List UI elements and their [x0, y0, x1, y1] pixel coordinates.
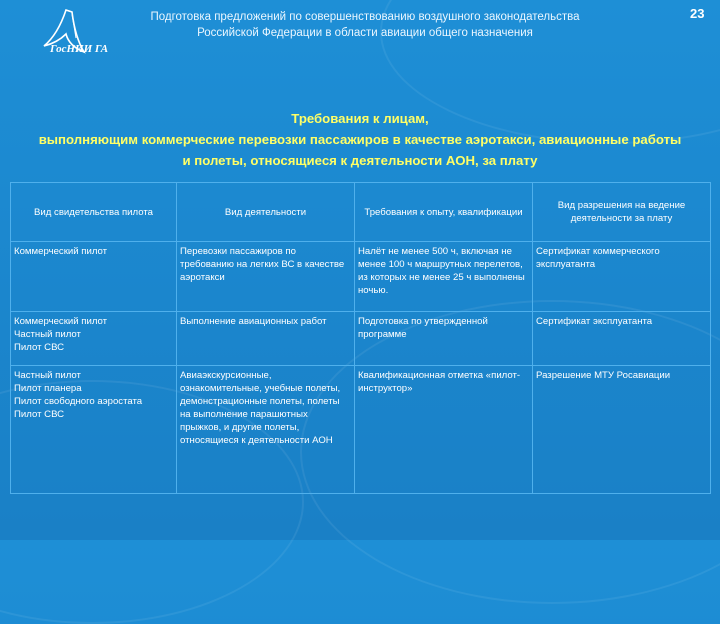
license-type: Пилот свободного аэростата [14, 396, 143, 407]
requirements-table [10, 182, 711, 494]
permit-cell: Сертификат коммерческого эксплуатанта [533, 242, 711, 312]
header-title-line: Российской Федерации в области авиации общего назначения [197, 27, 533, 39]
column-header-license: Вид свидетельства пилота [11, 183, 177, 242]
activity-cell: Выполнение авиационных работ [177, 312, 355, 366]
activity-cell: Перевозки пассажиров по требованию на легких ВС в качестве аэротакси [177, 242, 355, 312]
requirements-cell: Налёт не менее 500 ч, включая не менее 100 ч маршрутных перелетов, из которых не менее 25 ч выполнены ночью. [355, 242, 533, 312]
header-title-line: Подготовка предложений по совершенствованию воздушного законодательства [150, 11, 580, 23]
license-cell [11, 242, 177, 312]
requirements-cell: Квалификационная отметка «пилот-инструктор» [355, 366, 533, 494]
license-type: Частный пилот [14, 370, 81, 381]
presentation-header [130, 9, 600, 41]
license-type: Коммерческий пилот [14, 316, 108, 327]
page-number: 23 [690, 6, 705, 21]
column-header-requirements: Требования к опыту, квалификации [355, 183, 533, 242]
column-header-activity: Вид деятельности [177, 183, 355, 242]
requirements-cell: Подготовка по утвержденной программе [355, 312, 533, 366]
column-header-permit: Вид разрешения на ведение деятельности за плату [533, 183, 711, 242]
license-cell [11, 312, 177, 366]
logo-text: ГосНИИ ГА [50, 43, 109, 55]
slide-title [0, 108, 720, 171]
permit-cell: Разрешение МТУ Росавиации [533, 366, 711, 494]
slide-title-line: Требования к лицам, [291, 111, 429, 126]
license-type: Пилот СВС [14, 342, 65, 353]
license-type: Частный пилот [14, 329, 81, 340]
permit-cell: Сертификат эксплуатанта [533, 312, 711, 366]
table-header-row [11, 183, 711, 242]
table-row [11, 242, 711, 312]
slide-title-line: и полеты, относящиеся к деятельности АОН, за плату [182, 153, 538, 168]
activity-cell: Авиаэкскурсионные, ознакомительные, учебные полеты, демонстрационные полеты, полеты на выполнение парашютных прыжков, и другие полеты, относящиеся к деятельности АОН [177, 366, 355, 494]
license-type: Пилот СВС [14, 409, 65, 420]
gosnii-ga-logo [22, 8, 122, 70]
table-row [11, 366, 711, 494]
license-type: Коммерческий пилот [14, 246, 108, 257]
slide-title-line: выполняющим коммерческие перевозки пассажиров в качестве аэротакси, авиационные работы [38, 132, 682, 147]
table-row [11, 312, 711, 366]
license-cell [11, 366, 177, 494]
license-type: Пилот планера [14, 383, 82, 394]
